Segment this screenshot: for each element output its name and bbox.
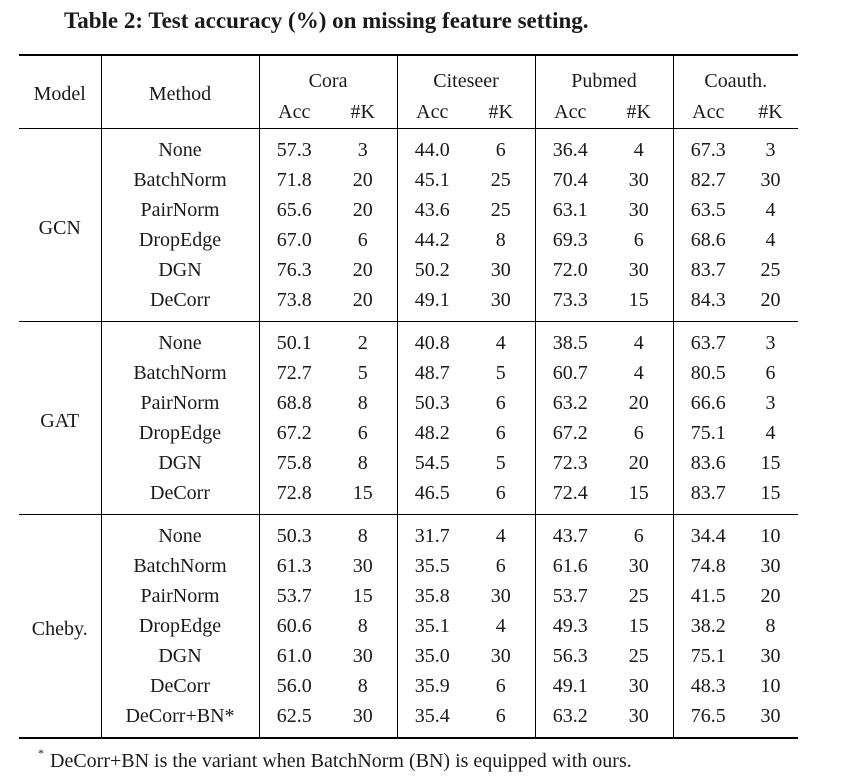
acc-value-cell: 43.7 xyxy=(535,515,605,552)
k-value-cell: 30 xyxy=(760,555,781,577)
k-value-cell: 4 xyxy=(605,129,673,166)
k-value-cell: 10 xyxy=(760,675,781,697)
acc-value-cell: 36.4 xyxy=(535,129,605,166)
acc-value-cell: 67.2 xyxy=(259,418,329,448)
acc-value-cell: 41.5 xyxy=(673,581,743,611)
acc-value-cell: 38.5 xyxy=(535,322,605,359)
header-dataset-citeseer: Citeseer xyxy=(397,55,535,102)
header-k: #K xyxy=(758,101,783,123)
k-value-cell: 6 xyxy=(467,701,535,738)
acc-value-cell: 61.6 xyxy=(535,551,605,581)
k-value-cell: 4 xyxy=(467,515,535,552)
method-cell: PairNorm xyxy=(101,195,259,225)
header-method: Method xyxy=(101,55,259,129)
method-cell: DeCorr xyxy=(101,478,259,515)
acc-value-cell: 35.8 xyxy=(397,581,467,611)
acc-value-cell: 68.6 xyxy=(673,225,743,255)
acc-value-cell: 69.3 xyxy=(535,225,605,255)
method-cell: None xyxy=(101,129,259,166)
acc-value-cell: 43.6 xyxy=(397,195,467,225)
acc-value-cell: 66.6 xyxy=(673,388,743,418)
table-row xyxy=(19,448,798,478)
k-value-cell: 25 xyxy=(490,199,511,221)
acc-value-cell: 60.7 xyxy=(535,358,605,388)
acc-value-cell: 48.3 xyxy=(673,671,743,701)
k-value-cell: 30 xyxy=(628,169,649,191)
k-value-cell: 30 xyxy=(329,701,397,738)
acc-value-cell: 84.3 xyxy=(673,285,743,322)
acc-value-cell: 35.9 xyxy=(397,671,467,701)
method-cell: PairNorm xyxy=(101,581,259,611)
k-value-cell: 6 xyxy=(495,482,506,504)
acc-value-cell: 35.5 xyxy=(397,551,467,581)
k-value-cell: 6 xyxy=(633,422,644,444)
k-value-cell: 20 xyxy=(352,259,373,281)
k-value-cell: 3 xyxy=(329,129,397,166)
k-value-cell: 30 xyxy=(490,289,511,311)
k-value-cell: 8 xyxy=(357,675,368,697)
acc-value-cell: 60.6 xyxy=(259,611,329,641)
k-value-cell: 5 xyxy=(495,362,506,384)
footnote-marker: * xyxy=(38,746,44,760)
acc-value-cell: 83.7 xyxy=(673,255,743,285)
table-row xyxy=(19,322,798,359)
k-value-cell: 20 xyxy=(760,585,781,607)
acc-value-cell: 63.7 xyxy=(673,322,743,359)
k-value-cell: 30 xyxy=(628,199,649,221)
acc-value-cell: 61.3 xyxy=(259,551,329,581)
acc-value-cell: 83.6 xyxy=(673,448,743,478)
k-value-cell: 4 xyxy=(495,615,506,637)
acc-value-cell: 63.5 xyxy=(673,195,743,225)
acc-value-cell: 44.2 xyxy=(397,225,467,255)
k-value-cell: 20 xyxy=(628,392,649,414)
acc-value-cell: 72.7 xyxy=(259,358,329,388)
k-value-cell: 30 xyxy=(490,645,511,667)
k-value-cell: 15 xyxy=(628,289,649,311)
method-cell: None xyxy=(101,515,259,552)
k-value-cell: 6 xyxy=(633,229,644,251)
acc-value-cell: 75.8 xyxy=(259,448,329,478)
k-value-cell: 2 xyxy=(329,322,397,359)
k-value-cell: 10 xyxy=(743,515,798,552)
results-table xyxy=(19,54,798,739)
acc-value-cell: 50.2 xyxy=(397,255,467,285)
acc-value-cell: 53.7 xyxy=(535,581,605,611)
header-k: #K xyxy=(350,101,375,123)
k-value-cell: 6 xyxy=(495,555,506,577)
k-value-cell: 8 xyxy=(357,615,368,637)
k-value-cell: 30 xyxy=(760,169,781,191)
acc-value-cell: 67.2 xyxy=(535,418,605,448)
acc-value-cell: 49.1 xyxy=(397,285,467,322)
k-value-cell: 4 xyxy=(765,229,776,251)
k-value-cell: 25 xyxy=(628,585,649,607)
table-row xyxy=(19,255,798,285)
header-k: #K xyxy=(488,101,513,123)
acc-value-cell: 63.2 xyxy=(535,701,605,738)
k-value-cell: 30 xyxy=(628,555,649,577)
k-value-cell: 30 xyxy=(352,555,373,577)
k-value-cell: 6 xyxy=(605,515,673,552)
acc-value-cell: 75.1 xyxy=(673,641,743,671)
acc-value-cell: 56.3 xyxy=(535,641,605,671)
acc-value-cell: 35.1 xyxy=(397,611,467,641)
k-value-cell: 6 xyxy=(467,129,535,166)
table-row xyxy=(19,225,798,255)
table-row xyxy=(19,285,798,322)
k-value-cell: 20 xyxy=(352,169,373,191)
header-dataset-cora: Cora xyxy=(259,55,397,102)
method-cell: DropEdge xyxy=(101,225,259,255)
acc-value-cell: 68.8 xyxy=(259,388,329,418)
k-value-cell: 30 xyxy=(490,259,511,281)
model-name-cell: GAT xyxy=(19,322,101,515)
k-value-cell: 8 xyxy=(765,615,776,637)
k-value-cell: 30 xyxy=(743,701,798,738)
header-acc: Acc xyxy=(259,102,329,129)
table-row xyxy=(19,388,798,418)
k-value-cell: 30 xyxy=(490,585,511,607)
k-value-cell: 8 xyxy=(357,392,368,414)
acc-value-cell: 72.8 xyxy=(259,478,329,515)
acc-value-cell: 50.1 xyxy=(259,322,329,359)
acc-value-cell: 72.3 xyxy=(535,448,605,478)
method-cell: DropEdge xyxy=(101,611,259,641)
acc-value-cell: 61.0 xyxy=(259,641,329,671)
k-value-cell: 4 xyxy=(467,322,535,359)
table-row xyxy=(19,641,798,671)
k-value-cell: 6 xyxy=(495,392,506,414)
table-row xyxy=(19,418,798,448)
k-value-cell: 30 xyxy=(352,645,373,667)
k-value-cell: 15 xyxy=(352,585,373,607)
k-value-cell: 25 xyxy=(490,169,511,191)
k-value-cell: 25 xyxy=(760,259,781,281)
method-cell: DropEdge xyxy=(101,418,259,448)
acc-value-cell: 72.4 xyxy=(535,478,605,515)
table-row xyxy=(19,701,798,738)
table-row xyxy=(19,581,798,611)
k-value-cell: 4 xyxy=(765,422,776,444)
acc-value-cell: 49.1 xyxy=(535,671,605,701)
acc-value-cell: 62.5 xyxy=(259,701,329,738)
method-cell: PairNorm xyxy=(101,388,259,418)
acc-value-cell: 35.4 xyxy=(397,701,467,738)
acc-value-cell: 54.5 xyxy=(397,448,467,478)
k-value-cell: 20 xyxy=(352,289,373,311)
acc-value-cell: 50.3 xyxy=(259,515,329,552)
k-value-cell: 4 xyxy=(633,362,644,384)
acc-value-cell: 70.4 xyxy=(535,165,605,195)
k-value-cell: 6 xyxy=(357,229,368,251)
k-value-cell: 15 xyxy=(628,482,649,504)
k-value-cell: 5 xyxy=(495,452,506,474)
table-row xyxy=(19,165,798,195)
k-value-cell: 15 xyxy=(760,452,781,474)
table-row xyxy=(19,515,798,552)
method-cell: DeCorr xyxy=(101,285,259,322)
method-cell: DGN xyxy=(101,255,259,285)
method-cell: None xyxy=(101,322,259,359)
k-value-cell: 4 xyxy=(765,199,776,221)
acc-value-cell: 82.7 xyxy=(673,165,743,195)
acc-value-cell: 65.6 xyxy=(259,195,329,225)
acc-value-cell: 57.3 xyxy=(259,129,329,166)
method-cell: BatchNorm xyxy=(101,358,259,388)
header-acc: Acc xyxy=(535,102,605,129)
model-name-cell: GCN xyxy=(19,129,101,322)
table-body xyxy=(19,129,798,739)
k-value-cell: 8 xyxy=(329,515,397,552)
k-value-cell: 25 xyxy=(628,645,649,667)
acc-value-cell: 74.8 xyxy=(673,551,743,581)
header-k: #K xyxy=(626,101,651,123)
method-cell: DGN xyxy=(101,641,259,671)
acc-value-cell: 38.2 xyxy=(673,611,743,641)
acc-value-cell: 46.5 xyxy=(397,478,467,515)
k-value-cell: 30 xyxy=(628,259,649,281)
table-row xyxy=(19,195,798,225)
k-value-cell: 30 xyxy=(628,675,649,697)
k-value-cell: 6 xyxy=(495,422,506,444)
header-dataset-pubmed: Pubmed xyxy=(535,55,673,102)
k-value-cell: 15 xyxy=(628,615,649,637)
acc-value-cell: 48.2 xyxy=(397,418,467,448)
k-value-cell: 3 xyxy=(743,129,798,166)
k-value-cell: 6 xyxy=(495,675,506,697)
acc-value-cell: 48.7 xyxy=(397,358,467,388)
table-row xyxy=(19,129,798,166)
k-value-cell: 20 xyxy=(760,289,781,311)
k-value-cell: 15 xyxy=(760,482,781,504)
method-cell: BatchNorm xyxy=(101,165,259,195)
model-name-cell: Cheby. xyxy=(19,515,101,739)
acc-value-cell: 49.3 xyxy=(535,611,605,641)
footnote-text: DeCorr+BN is the variant when BatchNorm (BN) is equipped with ours. xyxy=(50,750,632,772)
k-value-cell: 5 xyxy=(357,362,368,384)
acc-value-cell: 76.5 xyxy=(673,701,743,738)
table-row xyxy=(19,551,798,581)
acc-value-cell: 67.3 xyxy=(673,129,743,166)
method-cell: BatchNorm xyxy=(101,551,259,581)
k-value-cell: 6 xyxy=(357,422,368,444)
k-value-cell: 8 xyxy=(357,452,368,474)
table-row xyxy=(19,611,798,641)
acc-value-cell: 73.8 xyxy=(259,285,329,322)
header-model: Model xyxy=(19,55,101,129)
acc-value-cell: 72.0 xyxy=(535,255,605,285)
table-row xyxy=(19,358,798,388)
acc-value-cell: 56.0 xyxy=(259,671,329,701)
method-cell: DeCorr xyxy=(101,671,259,701)
table-row xyxy=(19,478,798,515)
acc-value-cell: 63.1 xyxy=(535,195,605,225)
header-acc: Acc xyxy=(397,102,467,129)
acc-value-cell: 71.8 xyxy=(259,165,329,195)
acc-value-cell: 67.0 xyxy=(259,225,329,255)
table-caption: Table 2: Test accuracy (%) on missing feature setting. xyxy=(64,8,589,33)
header-dataset-coauth: Coauth. xyxy=(673,55,798,102)
acc-value-cell: 83.7 xyxy=(673,478,743,515)
acc-value-cell: 45.1 xyxy=(397,165,467,195)
acc-value-cell: 80.5 xyxy=(673,358,743,388)
acc-value-cell: 76.3 xyxy=(259,255,329,285)
acc-value-cell: 40.8 xyxy=(397,322,467,359)
k-value-cell: 15 xyxy=(352,482,373,504)
k-value-cell: 30 xyxy=(605,701,673,738)
table-row xyxy=(19,671,798,701)
acc-value-cell: 75.1 xyxy=(673,418,743,448)
acc-value-cell: 35.0 xyxy=(397,641,467,671)
k-value-cell: 4 xyxy=(605,322,673,359)
acc-value-cell: 31.7 xyxy=(397,515,467,552)
k-value-cell: 3 xyxy=(743,322,798,359)
table-footnote xyxy=(38,746,632,773)
k-value-cell: 30 xyxy=(760,645,781,667)
k-value-cell: 20 xyxy=(628,452,649,474)
k-value-cell: 3 xyxy=(765,392,776,414)
header-acc: Acc xyxy=(673,102,743,129)
acc-value-cell: 73.3 xyxy=(535,285,605,322)
k-value-cell: 20 xyxy=(352,199,373,221)
acc-value-cell: 53.7 xyxy=(259,581,329,611)
k-value-cell: 6 xyxy=(765,362,776,384)
k-value-cell: 8 xyxy=(495,229,506,251)
acc-value-cell: 34.4 xyxy=(673,515,743,552)
acc-value-cell: 50.3 xyxy=(397,388,467,418)
method-cell: DeCorr+BN* xyxy=(101,701,259,738)
method-cell: DGN xyxy=(101,448,259,478)
acc-value-cell: 63.2 xyxy=(535,388,605,418)
acc-value-cell: 44.0 xyxy=(397,129,467,166)
